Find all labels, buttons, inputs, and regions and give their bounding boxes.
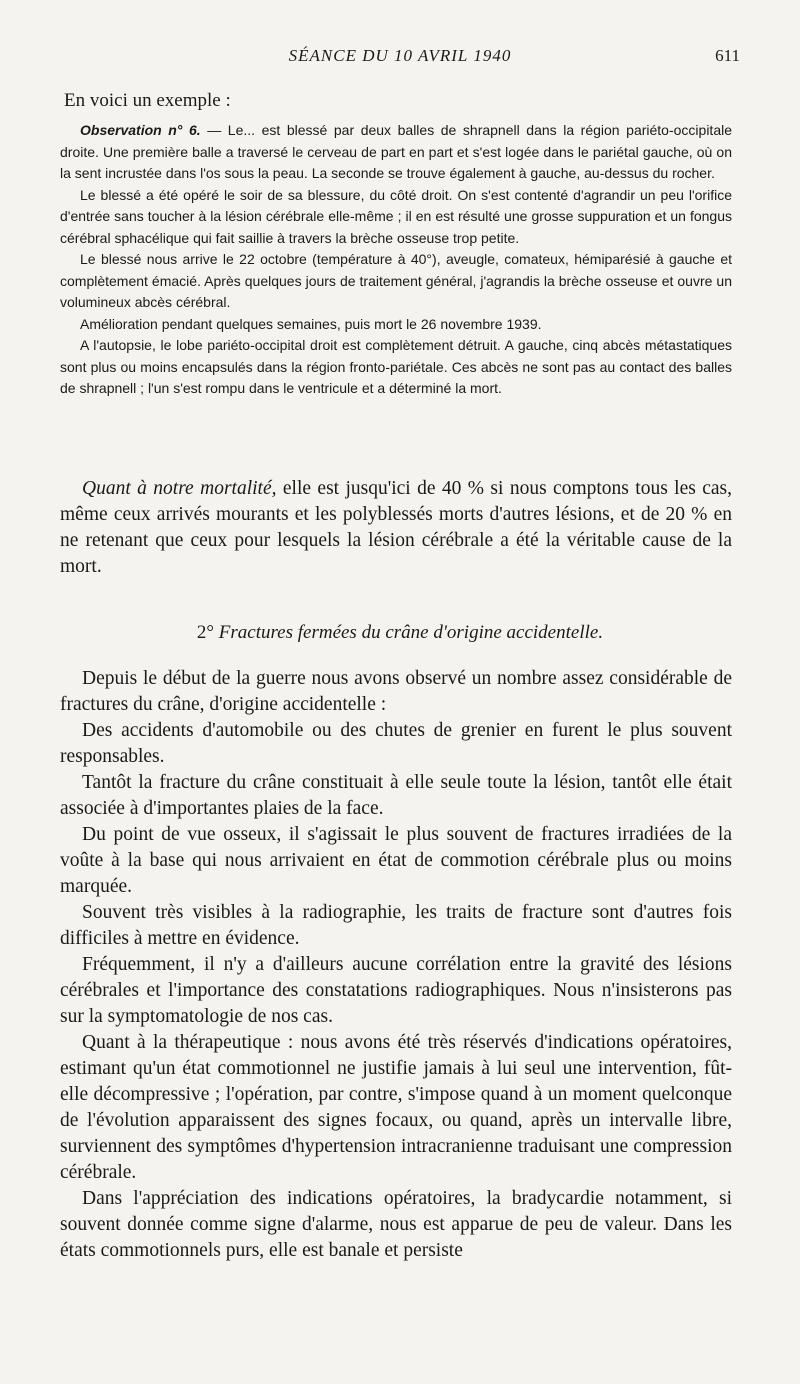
observation-paragraph-4: Amélioration pendant quelques semaines, puis mort le 26 novembre 1939. bbox=[80, 315, 542, 332]
observation-label: Observation n° 6. bbox=[80, 122, 201, 138]
body-paragraph: Des accidents d'automobile ou des chutes de grenier en furent le plus souvent responsables. bbox=[60, 720, 732, 767]
body-paragraph: Quant à la thérapeutique : nous avons été très réservés d'indications opératoires, estimant qu'un état commotionnel ne justifie jamais à lui seul une intervention, fût-elle décompressive ; l'opération, par contre, s'impose quand à un moment quelconque de l'évolution apparaissent des signes focaux, ou quand, après un intervalle libre, surviennent des symptômes d'hypertension intracranienne traduisant une compression cérébrale. bbox=[60, 1032, 732, 1183]
body-paragraph: Fréquemment, il n'y a d'ailleurs aucune corrélation entre la gravité des lésions cérébrales et l'importance des constatations radiographiques. Nous n'insisterons pas sur la symptomatologie de nos cas. bbox=[60, 954, 732, 1027]
section-body bbox=[60, 666, 732, 1264]
body-paragraph: Depuis le début de la guerre nous avons observé un nombre assez considérable de fractures du crâne, d'origine accidentelle : bbox=[60, 668, 732, 715]
observation-paragraph-5: A l'autopsie, le lobe pariéto-occipital droit est complètement détruit. A gauche, cinq abcès métastatiques sont plus ou moins encapsulés dans la région fronto-pariétale. Ces abcès ne sont pas au contact des balles de shrapnell ; l'un s'est rompu dans le ventricule et a déterminé la mort. bbox=[60, 337, 732, 396]
intro-line: En voici un exemple : bbox=[64, 90, 231, 111]
observation-paragraph-3: Le blessé nous arrive le 22 octobre (température à 40°), aveugle, comateux, hémiparésié à gauche et complètement émacié. Après quelques jours de traitement général, j'agrandis la brèche osseuse et ouvre un volumineux abcès cérébral. bbox=[60, 251, 732, 310]
mortality-paragraph bbox=[60, 476, 732, 580]
body-paragraph: Dans l'appréciation des indications opératoires, la bradycardie notamment, si souvent donnée comme signe d'alarme, nous est apparue de peu de valeur. Dans les états commotionnels purs, elle est banale et persiste bbox=[60, 1188, 732, 1261]
section-title: Fractures fermées du crâne d'origine accidentelle. bbox=[218, 622, 604, 643]
observation-paragraph-2: Le blessé a été opéré le soir de sa blessure, du côté droit. On s'est contenté d'agrandir un peu l'orifice d'entrée sans toucher à la lésion cérébrale elle-même ; il en est résulté une grosse suppuration et un fongus cérébral sphacélique qui fait saillie à travers la brèche osseuse trop petite. bbox=[60, 186, 732, 246]
observation-paragraph-1 bbox=[60, 120, 732, 185]
body-paragraph: Tantôt la fracture du crâne constituait à elle seule toute la lésion, tantôt elle était associée à d'importantes plaies de la face. bbox=[60, 772, 732, 819]
section-heading bbox=[60, 622, 740, 644]
body-paragraph: Souvent très visibles à la radiographie, les traits de fracture sont d'autres fois difficiles à mettre en évidence. bbox=[60, 902, 732, 949]
observation-block bbox=[60, 120, 732, 400]
section-number: 2° bbox=[196, 622, 215, 643]
body-paragraph: Du point de vue osseux, il s'agissait le plus souvent de fractures irradiées de la voûte à la base qui nous arrivaient en état de commotion cérébrale plus ou moins marquée. bbox=[60, 824, 732, 897]
running-title: SÉANCE DU 10 AVRIL 1940 bbox=[288, 46, 512, 65]
observation-text: — Le... est blessé par deux balles de shrapnell dans la région pariéto-occipitale droite. Une première balle a traversé le cerveau de part en part et s'est logée dans le pariétal gauche, où on la sent incrustée dans l'os sous la peau. La seconde se trouve également à gauche, au-dessus du rocher. bbox=[60, 122, 733, 181]
page-number: 611 bbox=[715, 46, 740, 65]
running-header bbox=[60, 46, 740, 70]
mortality-text: elle est jusqu'ici de 40 % si nous comptons tous les cas, même ceux arrivés mourants et les polyblessés morts d'autres lésions, et de 20 % en ne retenant que ceux pour lesquels la lésion cérébrale a été la véritable cause de la mort. bbox=[60, 478, 732, 577]
mortality-lead: Quant à notre mortalité, bbox=[82, 478, 277, 499]
